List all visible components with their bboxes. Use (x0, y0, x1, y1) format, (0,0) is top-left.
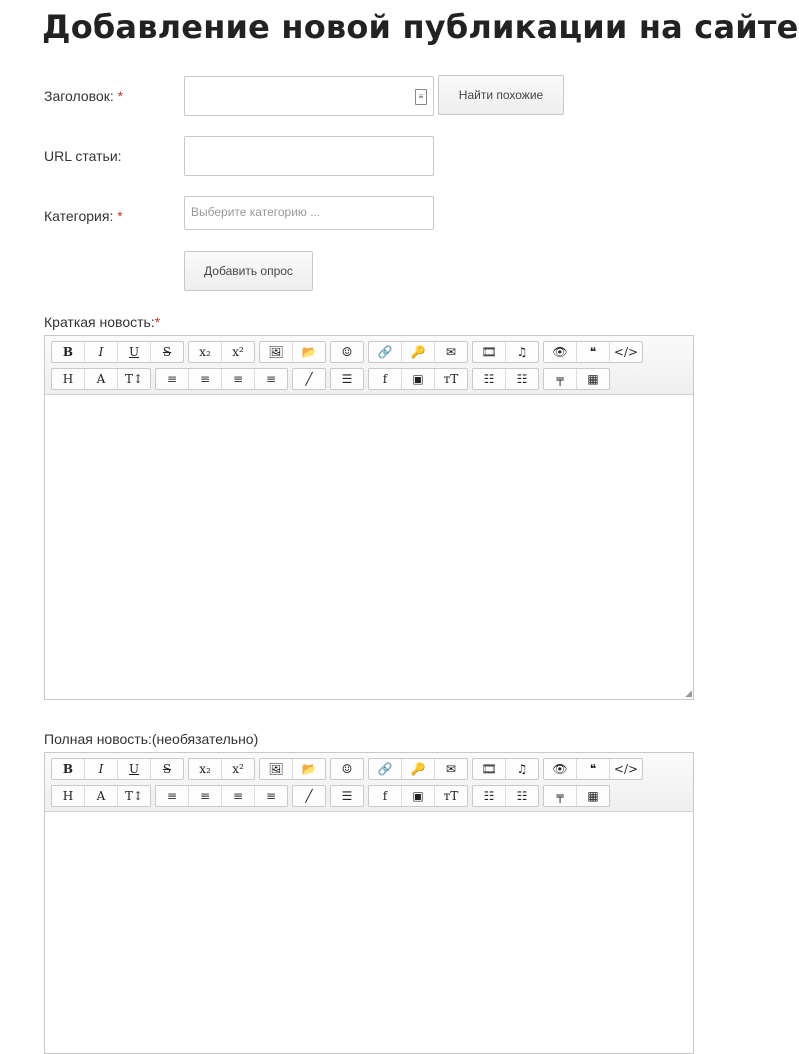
toolbar-group (292, 785, 326, 807)
full-news-label: Полная новость:(необязательно) (44, 731, 259, 747)
font-size-icon[interactable]: T↕ (124, 372, 144, 386)
align-right-icon[interactable]: ≡ (222, 786, 255, 806)
short-news-textarea[interactable] (45, 395, 693, 699)
category-label (44, 208, 123, 224)
required-mark: * (154, 314, 161, 330)
link-icon[interactable]: 🔗 (369, 342, 402, 362)
toolbar-group (330, 785, 364, 807)
folder-icon[interactable]: 📂 (301, 762, 317, 776)
toolbar-group (543, 341, 643, 363)
align-center-icon[interactable]: ≡ (189, 369, 222, 389)
font-color-icon[interactable]: A (85, 369, 118, 389)
url-input[interactable] (184, 136, 434, 176)
subscript-icon[interactable]: x₂ (189, 342, 222, 362)
toolbar-row (51, 758, 647, 780)
heading-icon[interactable]: H (52, 786, 85, 806)
category-placeholder: Выберите категорию ... (191, 205, 321, 219)
toolbar-group (51, 758, 184, 780)
toolbar-group (368, 368, 468, 390)
hide-icon[interactable]: 👁 (544, 759, 577, 779)
find-similar-button[interactable]: Найти похожие (438, 75, 564, 115)
text-case-icon[interactable]: ᴛT (443, 789, 459, 803)
audio-icon[interactable]: ♫ (516, 345, 528, 359)
align-left-icon[interactable]: ≡ (156, 786, 189, 806)
full-news-editor (44, 752, 694, 1054)
key-icon[interactable]: 🔑 (402, 759, 435, 779)
link-icon[interactable]: 🔗 (369, 759, 402, 779)
strikethrough-icon[interactable]: S (162, 762, 172, 776)
heading-icon[interactable]: H (52, 369, 85, 389)
page-break-icon[interactable]: ╤ (544, 369, 577, 389)
toolbar-group (292, 368, 326, 390)
full-news-textarea[interactable] (45, 812, 693, 1053)
toolbar-row (51, 341, 647, 363)
title-label-text: Заголовок: (44, 88, 114, 104)
brush-icon[interactable]: ╱ (305, 372, 313, 386)
brush-icon[interactable]: ╱ (305, 789, 313, 803)
required-mark: * (117, 208, 123, 224)
toolbar-group (543, 368, 610, 390)
bold-icon[interactable]: B (52, 342, 85, 362)
email-icon[interactable]: ✉ (445, 762, 457, 776)
toolbar-group (330, 368, 364, 390)
underline-icon[interactable]: U (118, 759, 151, 779)
folder-icon[interactable]: 📂 (301, 345, 317, 359)
typograph-icon[interactable]: ☰ (341, 789, 353, 803)
resize-handle-icon[interactable]: ◢ (685, 688, 692, 698)
toolbar-group (259, 341, 326, 363)
page-break-icon[interactable]: ╤ (544, 786, 577, 806)
align-right-icon[interactable]: ≡ (222, 369, 255, 389)
page-link-icon[interactable]: ▦ (587, 372, 599, 386)
tube-icon[interactable]: ▣ (402, 369, 435, 389)
toolbar-group (368, 758, 468, 780)
short-news-editor (44, 335, 694, 700)
short-news-label-text: Краткая новость: (44, 314, 155, 330)
code-icon[interactable]: </> (613, 345, 639, 359)
category-select[interactable] (184, 196, 434, 230)
bold-icon[interactable]: B (52, 759, 85, 779)
toolbar-row (51, 368, 614, 390)
toolbar-group (543, 785, 610, 807)
toolbar-group (155, 368, 288, 390)
video-icon[interactable]: 🎞 (473, 759, 506, 779)
short-news-label (44, 314, 160, 330)
superscript-icon[interactable]: x² (232, 762, 244, 776)
video-icon[interactable]: 🎞 (473, 342, 506, 362)
page-link-icon[interactable]: ▦ (587, 789, 599, 803)
toolbar-group (472, 758, 539, 780)
code-icon[interactable]: </> (613, 762, 639, 776)
toolbar-group (51, 341, 184, 363)
tube-icon[interactable]: ▣ (402, 786, 435, 806)
align-left-icon[interactable]: ≡ (156, 369, 189, 389)
numbered-list-icon[interactable]: ☷ (516, 789, 528, 803)
toolbar-group (51, 368, 151, 390)
toolbar-group (188, 758, 255, 780)
title-input[interactable] (184, 76, 434, 116)
strikethrough-icon[interactable]: S (162, 345, 172, 359)
facebook-icon[interactable]: f (369, 369, 402, 389)
required-mark: * (117, 88, 124, 104)
toolbar-group (368, 341, 468, 363)
toolbar-group (188, 341, 255, 363)
toolbar-group (472, 341, 539, 363)
image-icon[interactable]: 🖼 (260, 342, 293, 362)
italic-icon[interactable]: I (85, 759, 118, 779)
smiley-icon[interactable]: ☺ (341, 762, 353, 776)
email-icon[interactable]: ✉ (445, 345, 457, 359)
subscript-icon[interactable]: x₂ (189, 759, 222, 779)
page-title: Добавление новой публикации на сайте (42, 8, 799, 46)
toolbar-group (155, 785, 288, 807)
font-size-icon[interactable]: T↕ (124, 789, 144, 803)
toolbar-row (51, 785, 614, 807)
justify-icon[interactable]: ≡ (265, 372, 277, 386)
justify-icon[interactable]: ≡ (265, 789, 277, 803)
quote-icon[interactable]: ❝ (577, 759, 610, 779)
hide-icon[interactable]: 👁 (544, 342, 577, 362)
url-label: URL статьи: (44, 148, 122, 164)
toolbar-group (330, 758, 364, 780)
key-icon[interactable]: 🔑 (402, 342, 435, 362)
superscript-icon[interactable]: x² (232, 345, 244, 359)
toolbar-group (472, 785, 539, 807)
toolbar-group (543, 758, 643, 780)
smiley-icon[interactable]: ☺ (341, 345, 353, 359)
editor-toolbar (45, 336, 693, 395)
toolbar-group (259, 758, 326, 780)
quote-icon[interactable]: ❝ (577, 342, 610, 362)
editor-toolbar (45, 753, 693, 812)
contact-card-icon[interactable]: ≡ (415, 89, 427, 105)
toolbar-group (330, 341, 364, 363)
bullet-list-icon[interactable]: ☷ (473, 786, 506, 806)
title-label (44, 88, 123, 104)
font-color-icon[interactable]: A (85, 786, 118, 806)
add-poll-button[interactable]: Добавить опрос (184, 251, 313, 291)
toolbar-group (472, 368, 539, 390)
underline-icon[interactable]: U (118, 342, 151, 362)
typograph-icon[interactable]: ☰ (341, 372, 353, 386)
align-center-icon[interactable]: ≡ (189, 786, 222, 806)
image-icon[interactable]: 🖼 (260, 759, 293, 779)
facebook-icon[interactable]: f (369, 786, 402, 806)
text-case-icon[interactable]: ᴛT (443, 372, 459, 386)
category-label-text: Категория: (44, 208, 114, 224)
numbered-list-icon[interactable]: ☷ (516, 372, 528, 386)
toolbar-group (51, 785, 151, 807)
italic-icon[interactable]: I (85, 342, 118, 362)
toolbar-group (368, 785, 468, 807)
audio-icon[interactable]: ♫ (516, 762, 528, 776)
bullet-list-icon[interactable]: ☷ (473, 369, 506, 389)
